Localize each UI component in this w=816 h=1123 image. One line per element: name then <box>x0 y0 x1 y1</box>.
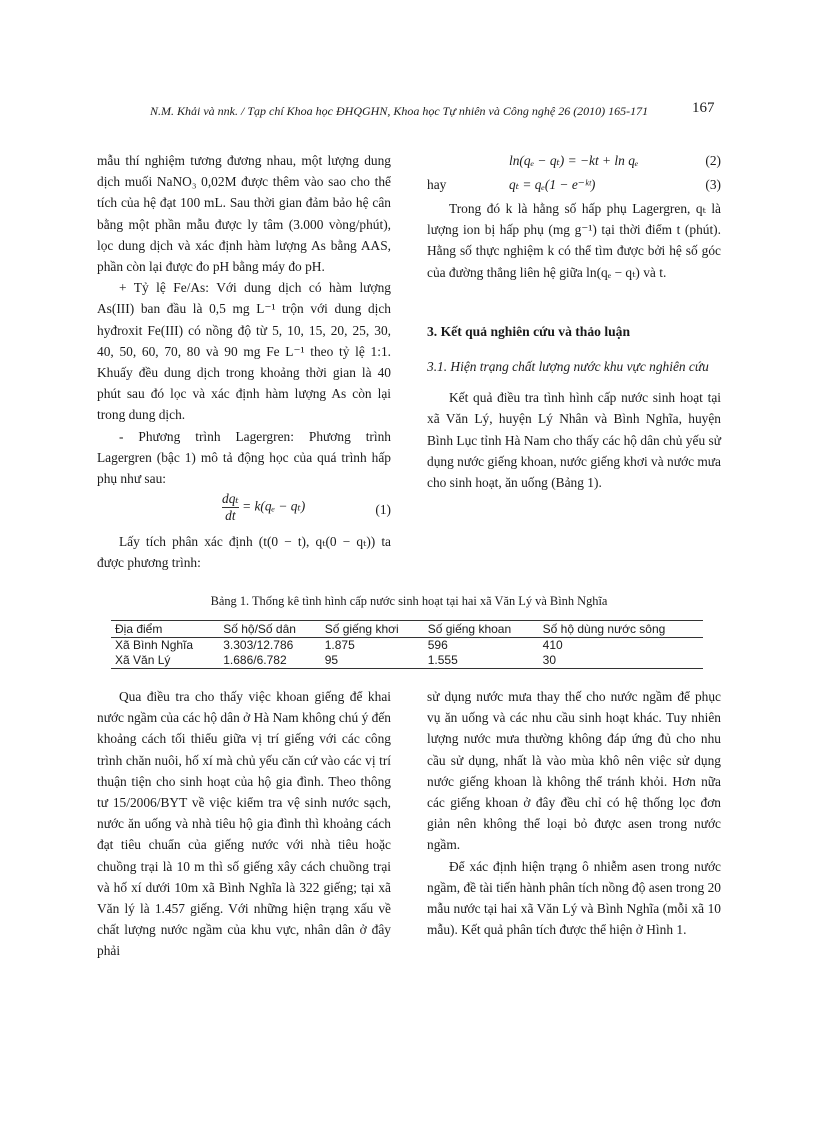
table-header-row <box>111 621 703 638</box>
table-cell: 1.555 <box>424 653 539 669</box>
table-cell: 3.303/12.786 <box>223 638 294 652</box>
equation-body: qₜ = qₑ(1 − e⁻ᵏᵗ) <box>509 177 596 192</box>
fraction-numerator: dqₜ <box>222 491 239 507</box>
paragraph: Trong đó k là hằng số hấp phụ Lagergren, qₜ là lượng ion bị hấp phụ (mg g⁻¹) tại thời điểm t (phút). Hằng số thực nghiệm k có thể tìm được bởi hệ số góc của đường thẳng liên hệ giữa ln(qₑ − qₜ) và t. <box>427 201 721 280</box>
equation-prefix: hay <box>427 177 447 192</box>
paragraph: sử dụng nước mưa thay thế cho nước ngầm để phục vụ ăn uống và các nhu cầu sinh hoạt khác. Tuy nhiên lượng nước mưa thường không đáp ứng đủ cho nhu cầu sử dụng, nhất là vào mùa khô nên việc sử dụng nước giếng khoan là không thể tránh khỏi. Hơn nữa các giếng khoan ở đây đều chỉ có hệ thống lọc đơn giản nên không thể loại bỏ được asen trong nước ngầm. <box>427 689 721 853</box>
page-number: 167 <box>692 100 715 116</box>
table-header: Địa điểm <box>111 621 219 638</box>
table-cell: 410 <box>542 638 563 652</box>
section-heading: 3. Kết quả nghiên cứu và thảo luận <box>427 323 631 339</box>
equation-number: (3) <box>705 177 721 192</box>
table-header: Số giếng khoan <box>424 621 539 638</box>
paragraph: + Tỷ lệ Fe/As: Với dung dịch có hàm lượng As(III) ban đầu là 0,5 mg L⁻¹ trộn với dung dịch hyđroxit Fe(III) có nồng độ từ 5, 10, 15, 20, 25, 30, 40, 50, 60, 70, 80 và 90 mg Fe L⁻¹ theo tỷ lệ 1:1. Khuấy đều dung dịch trong khoảng thời gian là 40 phút sau đó lọc và xác định hàm lượng As còn lại trong dung dịch. <box>97 280 391 423</box>
running-title: N.M. Khải và nnk. / Tạp chí Khoa học ĐHQGHN, Khoa học Tự nhiên và Công nghệ 26 (2010) 165-171 <box>150 104 649 118</box>
paragraph: Lấy tích phân xác định (t(0 − t), qₜ(0 − qₜ)) ta được phương trình: <box>97 534 391 571</box>
table-caption: Bảng 1. Thống kê tình hình cấp nước sinh hoạt tại hai xã Văn Lý và Bình Nghĩa <box>210 594 608 608</box>
equation-number: (1) <box>375 502 391 518</box>
paragraph: Kết quả điều tra tình hình cấp nước sinh hoạt tại xã Văn Lý, huyện Lý Nhân và Bình Nghĩa, huyện Bình Lục tỉnh Hà Nam cho thấy các hộ dân chủ yếu sử dụng nước giếng khoan, nước giếng khơi và nước mưa cho sinh hoạt, ăn uống (Bảng 1). <box>427 390 721 491</box>
paragraph: mẫu thí nghiệm tương đương nhau, một lượng dung dịch muối NaNO₃ 0,02M được thêm vào sao cho thể tích của hệ đạt 100 mL. Sau thời gian đảm bảo hệ cân bằng một phần mẫu được ly tâm (3.000 vòng/phút), lọc dung dịch và xác định hàm lượng As bằng AAS, phần còn lại được đo pH bằng máy đo pH. <box>97 153 391 275</box>
table-cell: 596 <box>427 638 448 652</box>
column-left-top <box>97 150 391 574</box>
table-cell: 1.875 <box>324 638 355 652</box>
equation-1 <box>97 489 391 531</box>
paragraph: Để xác định hiện trạng ô nhiễm asen trong nước ngầm, đề tài tiến hành phân tích nồng độ asen trong 20 mẫu nước tại hai xã Văn Lý và Bình Nghĩa (mỗi xã 10 mẫu). Kết quả phân tích được thể hiện ở Hình 1. <box>427 858 721 938</box>
equation-rhs: = k(qₑ − qₜ) <box>242 498 306 514</box>
column-right-top <box>427 150 721 493</box>
table-row <box>111 638 703 654</box>
equation-2 <box>427 150 721 174</box>
column-right-bottom <box>427 686 721 940</box>
table-cell: 30 <box>539 653 703 669</box>
equation-3 <box>427 174 721 198</box>
subsection-heading: 3.1. Hiện trạng chất lượng nước khu vực nghiên cứu <box>427 359 709 375</box>
running-header <box>150 104 720 119</box>
equation-number: (2) <box>705 153 721 168</box>
table-cell: Xã Bình Nghĩa <box>115 638 194 652</box>
fraction-denominator: dt <box>225 508 236 524</box>
table-cell: 1.686/6.782 <box>219 653 321 669</box>
paragraph: Qua điều tra cho thấy việc khoan giếng để khai nước ngầm của các hộ dân ở Hà Nam không chú ý đến khoảng cách tối thiểu giữa vị trí giếng với các công trình chăn nuôi, hố xí mà chủ yếu căn cứ vào các vị trí thuận tiện cho sinh hoạt của hộ gia đình. Theo thông tư 15/2006/BYT về việc kiểm tra vệ sinh nước sạch, nước ăn uống và nhà tiêu hộ gia đình thì khoảng cách đạt tiêu chuẩn của giếng nước với nhà tiêu hoặc chuồng trại là 10 m thì số giếng xây cách chuồng trại và hố xí dưới 10m xã Bình Nghĩa là 322 giếng; tại xã Văn lý là 1.457 giếng. Với những hiện trạng xấu về chất lượng nước ngầm của khu vực, nhân dân ở đây phải <box>97 689 391 959</box>
table-row <box>111 653 703 669</box>
table-header: Số giếng khơi <box>321 621 424 638</box>
fraction <box>222 491 239 524</box>
table-cell: 95 <box>321 653 424 669</box>
table-cell: Xã Văn Lý <box>111 653 219 669</box>
column-left-bottom <box>97 686 391 962</box>
paragraph: - Phương trình Lagergren: Phương trình Lagergren (bậc 1) mô tả động học của quá trình hấp phụ như sau: <box>97 428 391 487</box>
table-header: Số hộ dùng nước sông <box>539 621 703 638</box>
equation-body: ln(qₑ − qₜ) = −kt + ln qₑ <box>509 153 639 168</box>
data-table <box>111 620 703 669</box>
table-header: Số hộ/Số dân <box>219 621 321 638</box>
